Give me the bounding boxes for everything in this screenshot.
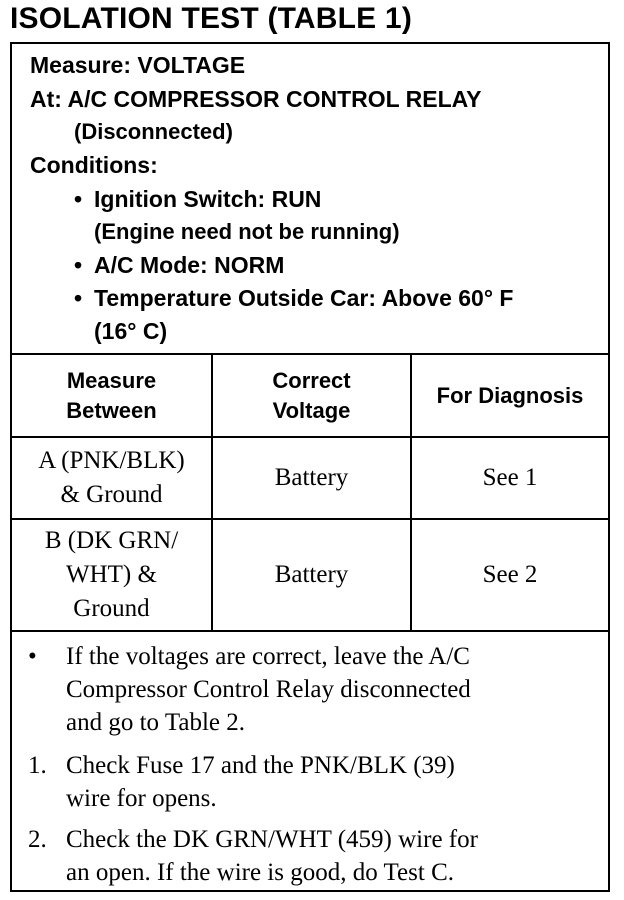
divider (12, 630, 608, 632)
condition-item: • Temperature Outside Car: Above 60° F (74, 285, 514, 311)
condition-item: • A/C Mode: NORM (74, 252, 285, 278)
table-row-a-voltage: Battery (274, 464, 349, 492)
condition-item-detail: (16° C) (94, 318, 168, 344)
note-bullet: • If the voltages are correct, leave the A/C Compressor Control Relay disconnected and go to Table 2. (28, 640, 594, 740)
condition-item: • Ignition Switch: RUN (74, 186, 322, 212)
note-1: 1. Check Fuse 17 and the PNK/BLK (39) wire for opens. (28, 752, 455, 812)
at-line: At: A/C COMPRESSOR CONTROL RELAY (30, 86, 482, 112)
bullet-icon: • (28, 643, 37, 670)
bullet-icon: • (74, 186, 83, 212)
column-header-correct-voltage: Correct Voltage (272, 367, 351, 423)
bullet-icon: • (74, 252, 83, 278)
column-header-measure-between: Measure Between (66, 367, 157, 423)
table-row-b-diagnosis: See 2 (482, 561, 538, 589)
table-row-a-diagnosis: See 1 (482, 464, 538, 492)
table-row-a-between: A (PNK/BLK) & Ground (38, 447, 185, 508)
condition-item-detail: (Engine need not be running) (94, 219, 400, 244)
at-note: (Disconnected) (74, 119, 233, 144)
column-header-for-diagnosis: For Diagnosis (436, 382, 584, 408)
page-title: ISOLATION TEST (TABLE 1) (10, 2, 413, 35)
conditions-label: Conditions: (30, 152, 158, 178)
table-row-b-between: B (DK GRN/ WHT) & Ground (44, 527, 179, 622)
note-2: 2. Check the DK GRN/WHT (459) wire for an open. If the wire is good, do Test C. (28, 826, 478, 886)
measure-line: Measure: VOLTAGE (30, 52, 246, 78)
table-row-b-voltage: Battery (274, 561, 349, 589)
isolation-test-box (10, 42, 610, 892)
bullet-icon: • (74, 285, 83, 311)
